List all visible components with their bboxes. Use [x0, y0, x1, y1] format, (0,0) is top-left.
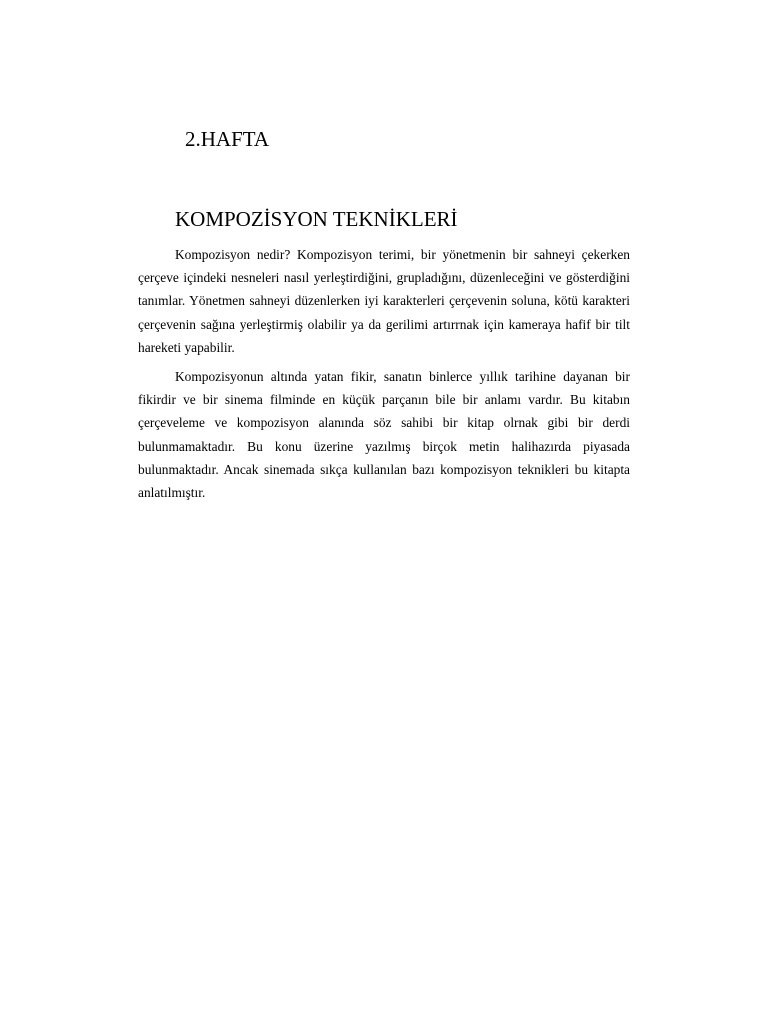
week-heading: 2.HAFTA [185, 127, 270, 151]
paragraph-2: Kompozisyonun altında yatan fikir, sanatın binlerce yıllık tarihine dayanan bir fikirdir ve bir sinema filminde en küçük parçanın bile bir anlamı vardır. Bu kitabın çerçeveleme ve kompozisyon alanında söz sahibi bir kitap olrnak gibi bir derdi bulunmamaktadır. Bu konu üzerine yazılmış birçok metin halihazırda piyasada bulunmaktadır. Ancak sinemada sıkça kullanılan bazı kompozisyon teknikleri bu kitapta anlatılmıştır. [138, 369, 630, 501]
paragraph-1: Kompozisyon nedir? Kompozisyon terimi, bir yönetmenin bir sahneyi çekerken çerçeve içindeki nesneleri nasıl yerleştirdiğini, grupladığını, düzenleceğini ve gösterdiğini tanımlar. Yönetmen sahneyi düzenlerken iyi karakterleri çerçevenin soluna, kötü karakteri çerçevenin sağına yerleştirmiş olabilir ya da gerilimi artırrnak için kameraya hafif bir tilt hareketi yapabilir. [138, 247, 630, 355]
section-heading: KOMPOZİSYON TEKNİKLERİ [175, 207, 458, 231]
body-text [138, 243, 630, 510]
